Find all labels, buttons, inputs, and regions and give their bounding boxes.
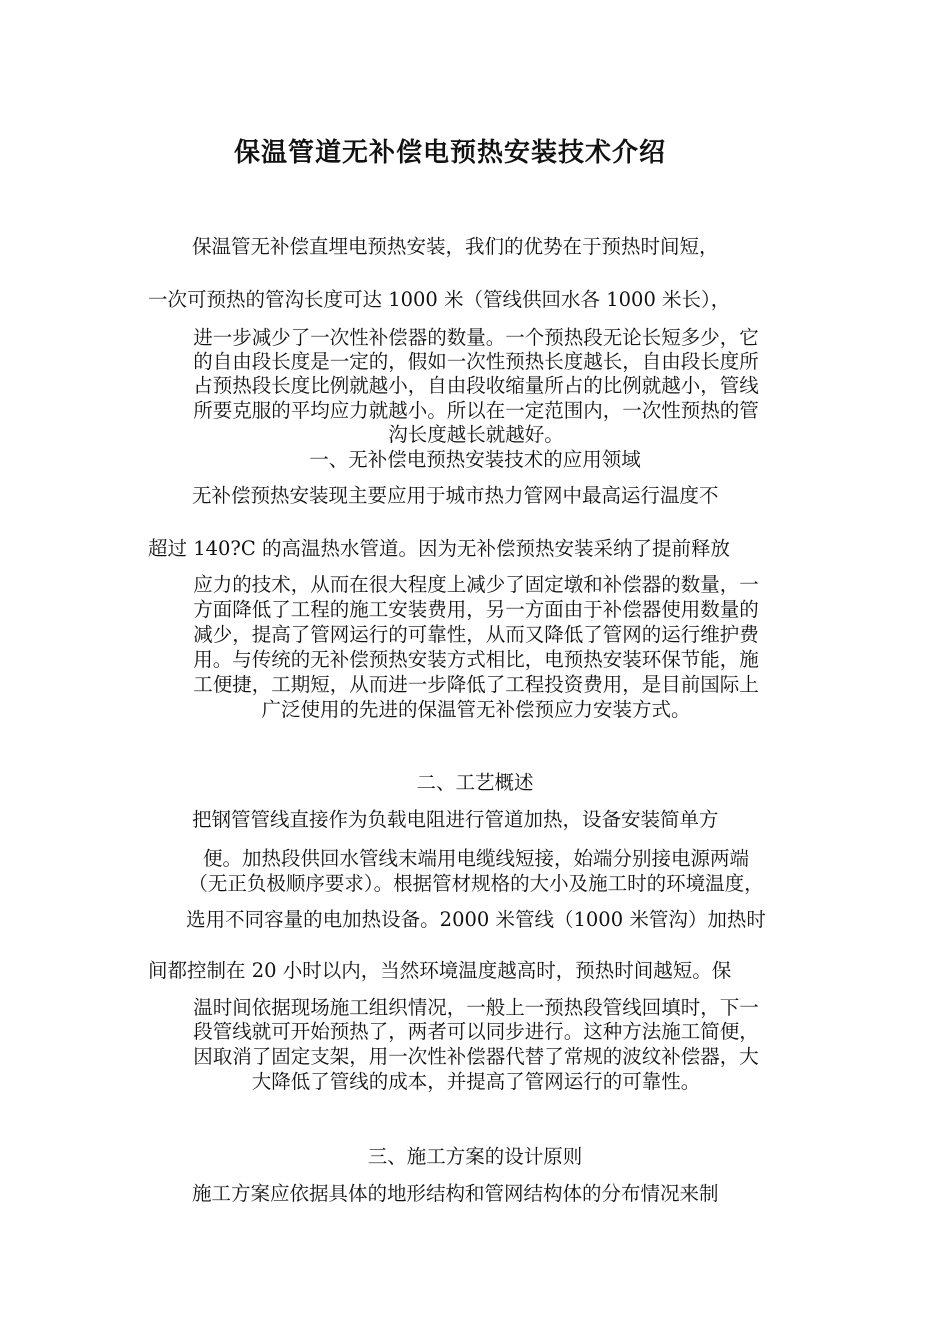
- paragraph-line: 段管线就可开始预热了，两者可以同步进行。这种方法施工简便，: [193, 1020, 759, 1043]
- section-heading: 一、无补偿电预热安装技术的应用领域: [309, 448, 641, 471]
- paragraph-line: 把钢管管线直接作为负载电阻进行管道加热，设备安装简单方: [192, 808, 719, 831]
- paragraph-line: 保温管无补偿直埋电预热安装，我们的优势在于预热时间短，: [192, 235, 719, 258]
- paragraph-line: 便。加热段供回水管线末端用电缆线短接，始端分别接电源两端: [202, 847, 749, 870]
- paragraph-line: 减少，提高了管网运行的可靠性，从而又降低了管网的运行维护费: [193, 623, 759, 646]
- paragraph-line: 工便捷，工期短，从而进一步降低了工程投资费用，是目前国际上: [193, 673, 759, 696]
- section-heading: 三、施工方案的设计原则: [367, 1145, 583, 1168]
- paragraph-line: 占预热段长度比例就越小，自由段收缩量所占的比例就越小，管线: [193, 374, 759, 397]
- paragraph-line: 选用不同容量的电加热设备。2000 米管线（1000 米管沟）加热时: [186, 908, 766, 931]
- paragraph-line: 施工方案应依据具体的地形结构和管网结构体的分布情况来制: [192, 1182, 719, 1205]
- paragraph-line: 的自由段长度是一定的，假如一次性预热长度越长，自由段长度所: [193, 350, 759, 373]
- document-title: 保温管道无补偿电预热安装技术介绍: [233, 138, 666, 168]
- paragraph-line: 广泛使用的先进的保温管无补偿预应力安装方式。: [261, 698, 691, 721]
- paragraph-line: （无正负极顺序要求）。根据管材规格的大小及施工时的环境温度，: [188, 872, 764, 895]
- paragraph-line: 温时间依据现场施工组织情况，一般上一预热段管线回填时，下一: [193, 996, 759, 1019]
- paragraph-line: 一次可预热的管沟长度可达 1000 米（管线供回水各 1000 米长），: [148, 288, 731, 311]
- paragraph-line: 所要克服的平均应力就越小。所以在一定范围内，一次性预热的管: [193, 399, 759, 422]
- paragraph-line: 用。与传统的无补偿预热安装方式相比，电预热安装环保节能，施: [193, 648, 759, 671]
- paragraph-line: 无补偿预热安装现主要应用于城市热力管网中最高运行温度不: [192, 484, 719, 507]
- paragraph-line: 超过 140?C 的高温热水管道。因为无补偿预热安装采纳了提前释放: [148, 537, 730, 560]
- paragraph-line: 因取消了固定支架，用一次性补偿器代替了常规的波纹补偿器，大: [193, 1045, 759, 1068]
- paragraph-line: 应力的技术，从而在很大程度上减少了固定墩和补偿器的数量，一: [193, 573, 759, 596]
- paragraph-line: 进一步减少了一次性补偿器的数量。一个预热段无论长短多少，它: [193, 326, 759, 349]
- paragraph-line: 间都控制在 20 小时以内，当然环境温度越高时，预热时间越短。保: [148, 959, 732, 982]
- section-heading: 二、工艺概述: [416, 771, 534, 794]
- paragraph-line: 大降低了管线的成本，并提高了管网运行的可靠性。: [251, 1070, 701, 1093]
- paragraph-line: 沟长度越长就越好。: [388, 423, 564, 446]
- paragraph-line: 方面降低了工程的施工安装费用，另一方面由于补偿器使用数量的: [193, 598, 759, 621]
